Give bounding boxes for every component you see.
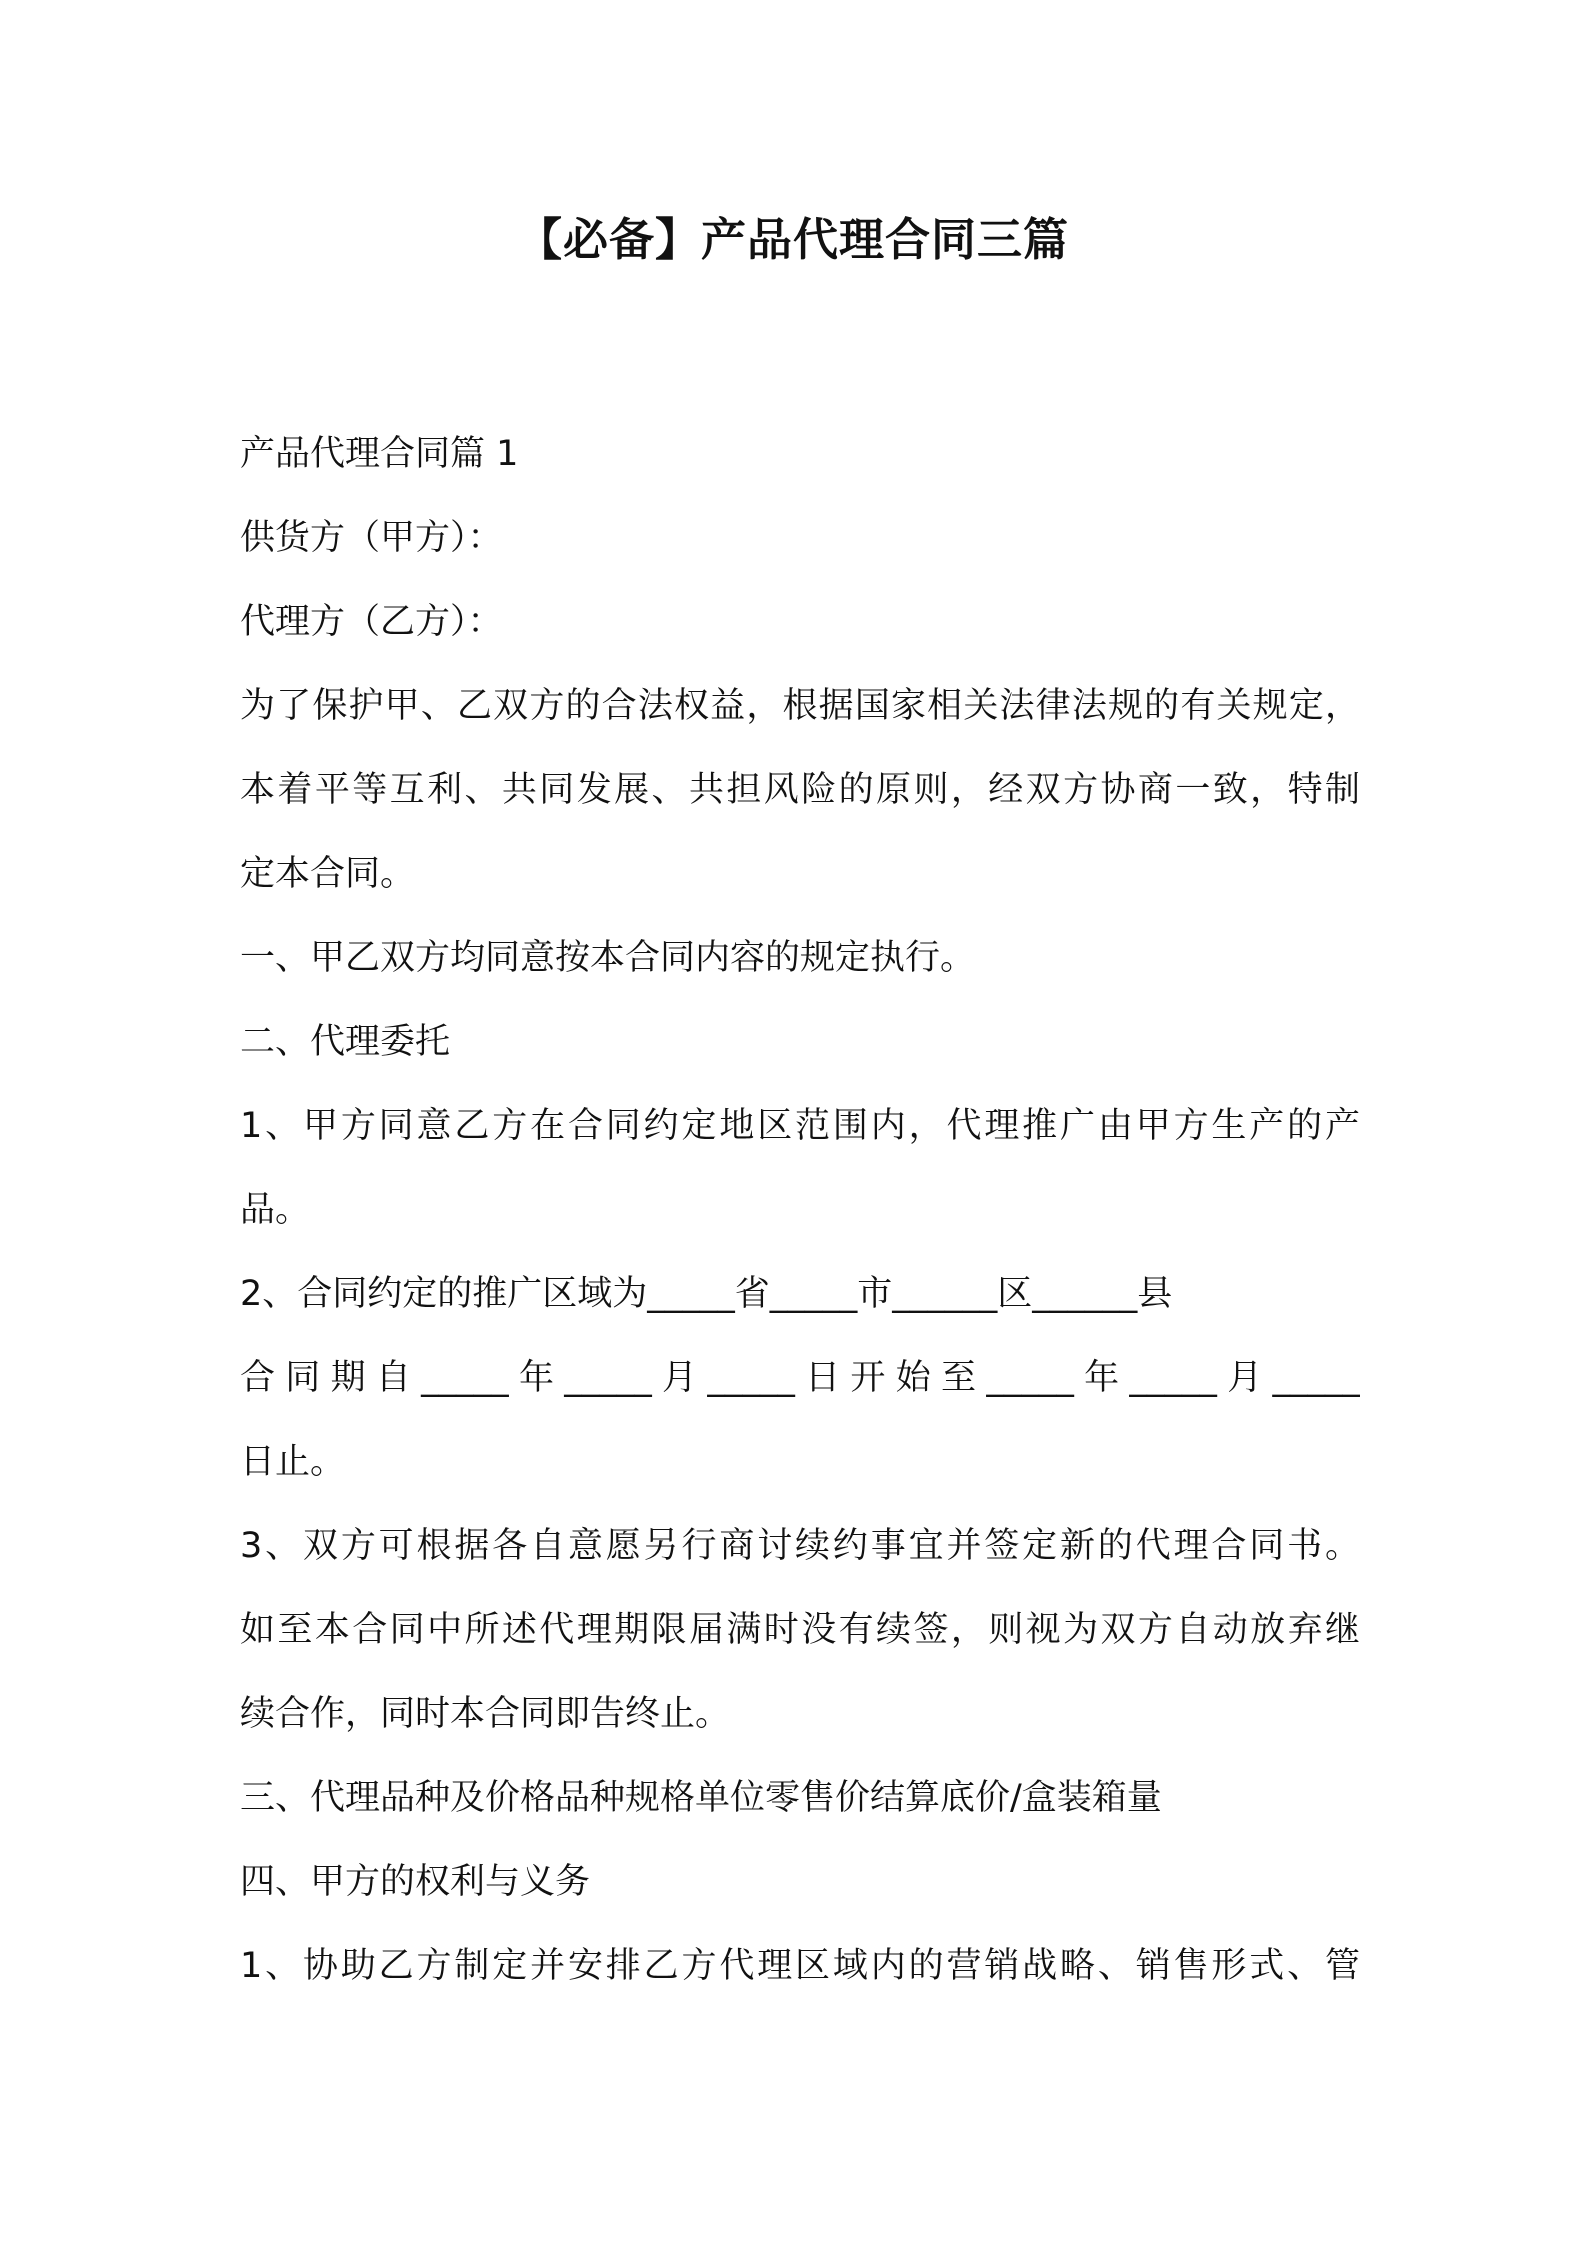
clause-line: 1、甲方同意乙方在合同约定地区范围内，代理推广由甲方生产的产 [240, 1106, 1360, 1146]
paragraph-line: 本着平等互利、共同发展、共担风险的原则，经双方协商一致，特制 [240, 770, 1360, 810]
clause-heading: 三、代理品种及价格品种规格单位零售价结算底价/盒装箱量 [240, 1778, 1162, 1818]
clause-line: 1、协助乙方制定并安排乙方代理区域内的营销战略、销售形式、管 [240, 1946, 1360, 1986]
clause-line: 品。 [240, 1190, 311, 1230]
supplier-line: 供货方（甲方）： [240, 518, 503, 558]
clause-line: 日止。 [240, 1442, 346, 1482]
clause-line: 续合作，同时本合同即告终止。 [240, 1694, 731, 1734]
clause-line: 2、合同约定的推广区域为_____省_____市______区______县 [240, 1274, 1173, 1314]
section-heading: 产品代理合同篇 1 [240, 434, 519, 474]
clause-line: 合同期自_____年_____月_____日开始至_____年_____月_____ [240, 1358, 1360, 1398]
document-title: 【必备】产品代理合同三篇 [516, 213, 1069, 266]
paragraph-line: 定本合同。 [240, 854, 416, 894]
document-body [240, 412, 1360, 2008]
clause-line: 一、甲乙双方均同意按本合同内容的规定执行。 [240, 938, 976, 978]
clause-line: 3、双方可根据各自意愿另行商讨续约事宜并签定新的代理合同书。 [240, 1526, 1360, 1566]
agent-line: 代理方（乙方）： [240, 602, 503, 642]
clause-heading: 二、代理委托 [240, 1022, 451, 1062]
clause-line: 如至本合同中所述代理期限届满时没有续签，则视为双方自动放弃继 [240, 1610, 1360, 1650]
clause-heading: 四、甲方的权利与义务 [240, 1862, 591, 1902]
paragraph-line: 为了保护甲、乙双方的合法权益，根据国家相关法律法规的有关规定， [240, 686, 1360, 726]
